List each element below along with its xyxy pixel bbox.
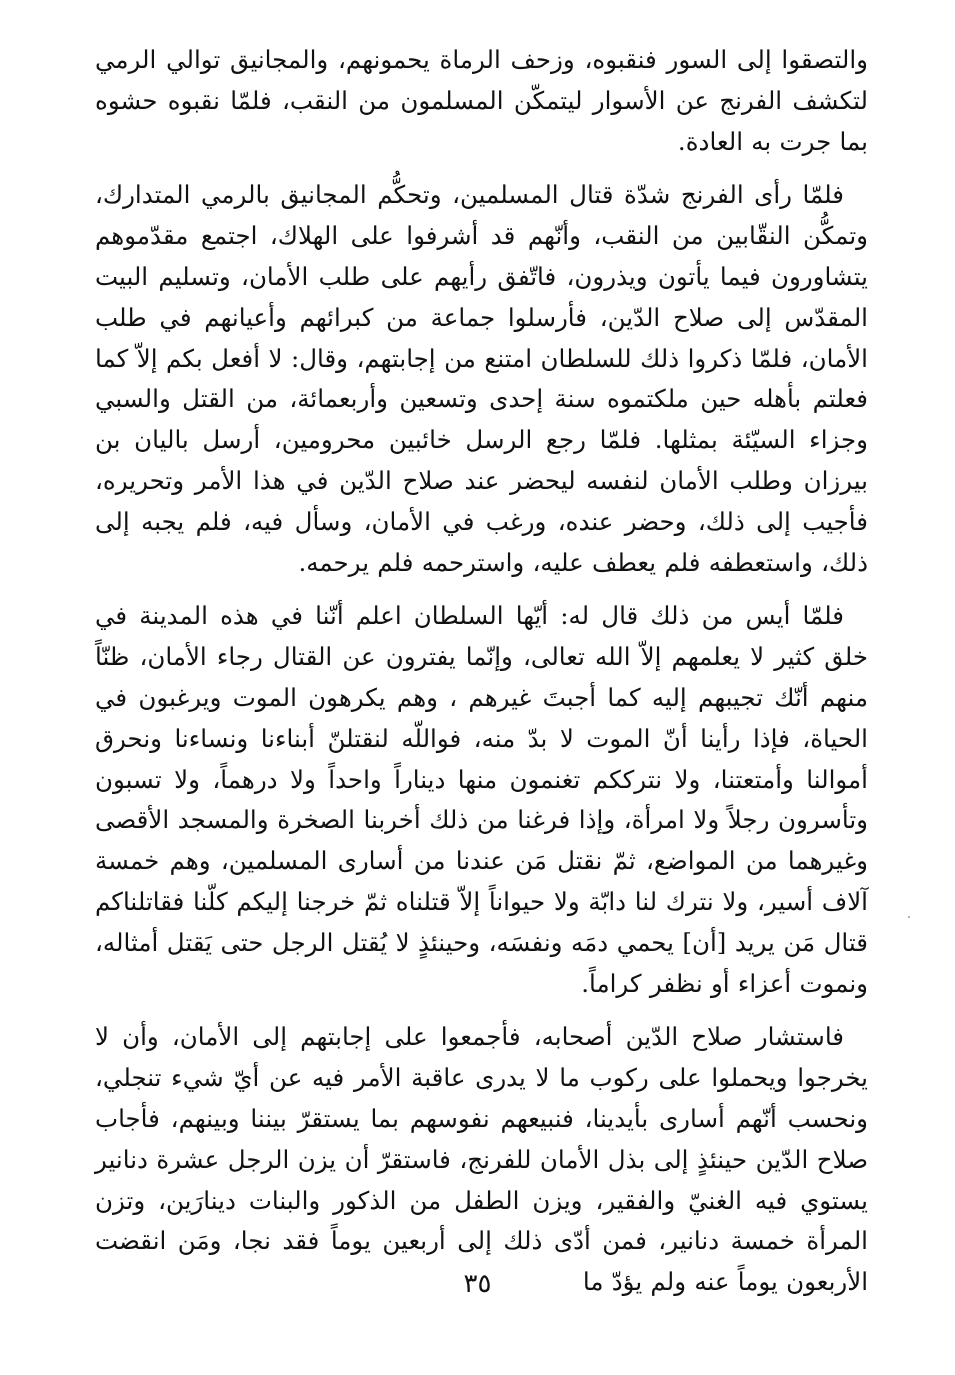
paragraph-2: فلمّا رأى الفرنج شدّة قتال المسلمين، وتحكُّم المجانيق بالرمي المتدارك، وتمكُّن النقّابين من النقب، وأنّهم قد أشرفوا على الهلاك، اجتمع مقدّموهم يتشاورون فيما يأتون ويذرون، فاتّفق رأيهم على طلب الأمان، وتسليم البيت المقدّس إلى صلاح الدّين، فأرسلوا جماعة من كبرائهم وأعيانهم في طلب الأمان، فلمّا ذكروا ذلك للسلطان امتنع من إجابتهم، وقال: لا أفعل بكم إلاّ كما فعلتم بأهله حين ملكتموه سنة إحدى وتسعين وأربعمائة، من القتل والسبي وجزاء السيّئة بمثلها. فلمّا رجع الرسل خائبين محرومين، أرسل باليان بن بيرزان وطلب الأمان لنفسه ليحضر عند صلاح الدّين في هذا الأمر وتحريره، فأجيب إلى ذلك، وحضر عنده، ورغب في الأمان، وسأل فيه، فلم يجبه إلى ذلك، واستعطفه فلم يعطف عليه، واسترحمه فلم يرحمه. — [95, 180, 868, 577]
paragraph-4: فاستشار صلاح الدّين أصحابه، فأجمعوا على إجابتهم إلى الأمان، وأن لا يخرجوا ويحملوا على ركوب ما لا يدرى عاقبة الأمر فيه عن أيّ شيء تنجلي، ونحسب أنّهم أسارى بأيدينا، فنبيعهم نفوسهم بما يستقرّ بيننا وبينهم، فأجاب صلاح الدّين حينئذٍ إلى بذل الأمان للفرنج، فاستقرّ أن يزن الرجل عشرة دنانير يستوي فيه الغنيّ والفقير، ويزن الطفل من الذكور والبنات دينارَين، وتزن المرأة خمسة دنانير، فمن أدّى ذلك إلى أربعين يوماً فقد نجا، ومَن انقضت الأربعون يوماً عنه ولم يؤدّ ما — [95, 1022, 868, 1297]
page-number: ٣٥ — [463, 1269, 492, 1299]
scan-speck — [908, 916, 910, 918]
paragraph-3: فلمّا أيس من ذلك قال له: أيّها السلطان اعلم أنّنا في هذه المدينة في خلق كثير لا يعلمهم إلاّ الله تعالى، وإنّما يفترون عن القتال رجاء الأمان، ظنّاً منهم أنّك تجيبهم إليه كما أجبتَ غيرهم ، وهم يكرهون الموت ويرغبون في الحياة، فإذا رأينا أنّ الموت لا بدّ منه، فواللّه لنقتلنّ أبناءنا ونساءنا ونحرق أموالنا وأمتعتنا، ولا نترككم تغنمون منها ديناراً واحداً ولا درهماً، ولا تسبون وتأسرون رجلاً ولا امرأة، وإذا فرغنا من ذلك أخربنا الصخرة والمسجد الأقصى وغيرهما من المواضع، ثمّ نقتل مَن عندنا من أسارى المسلمين، وهم خمسة آلاف أسير، ولا نترك لنا دابّة ولا حيواناً إلاّ قتلناه ثمّ خرجنا إليكم كلّنا فقاتلناكم قتال مَن يريد [أن] يحمي دمَه ونفسَه، وحينئذٍ لا يُقتل الرجل حتى يَقتل أمثاله، ونموت أعزاء أو نظفر كراماً. — [95, 601, 868, 998]
paragraph-1: والتصقوا إلى السور فنقبوه، وزحف الرماة يحمونهم، والمجانيق توالي الرمي لتكشف الفرنج عن الأسوار ليتمكّن المسلمون من النقب، فلمّا نقبوه حشوه بما جرت به العادة. — [95, 45, 868, 156]
body-text — [95, 40, 868, 1303]
